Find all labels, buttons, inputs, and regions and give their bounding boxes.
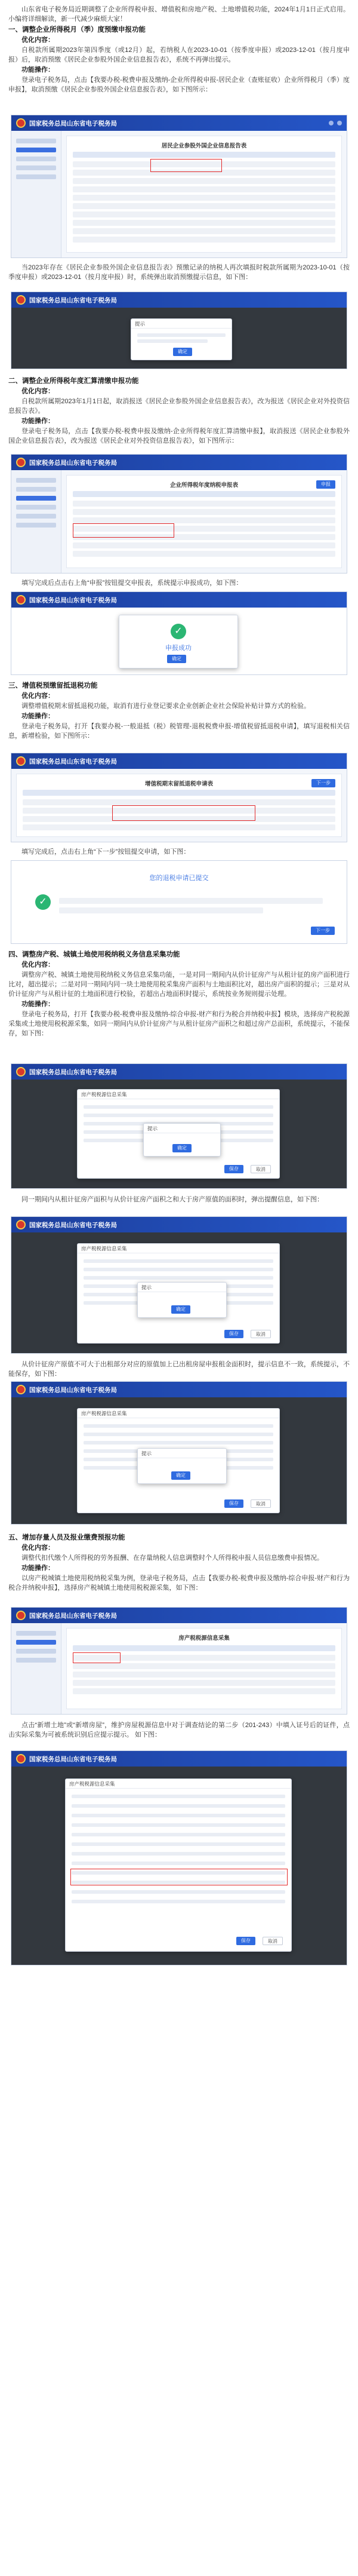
portal-header [11, 1217, 347, 1232]
section5-title: 五、增加存量人员及报业缴费预报功能 [8, 1534, 125, 1541]
dialog-text-line [137, 339, 208, 343]
table-header [73, 1645, 335, 1651]
submit-text: 您的退税申请已提交 [149, 875, 209, 882]
sidebar-item[interactable] [16, 139, 56, 143]
table-row [73, 195, 335, 201]
portal-header [11, 1382, 347, 1397]
section2-note [8, 578, 350, 588]
confirm-button[interactable]: 确定 [171, 1471, 190, 1480]
portal-header [11, 592, 347, 608]
form-line [72, 1842, 285, 1846]
form-title: 房产税税源信息采集 [178, 1635, 230, 1642]
portal-title: 国家税务总局山东省电子税务局 [29, 758, 117, 765]
tax-emblem-icon [16, 595, 26, 605]
next-button[interactable]: 下一步 [311, 927, 335, 935]
screenshot-5 [11, 753, 347, 842]
section3-op-heading: 功能操作： [21, 713, 54, 720]
portal-title: 国家税务总局山东省电子税务局 [29, 1386, 117, 1394]
cancel-button[interactable]: 取消 [263, 1937, 283, 1945]
section5-text [8, 1533, 350, 1593]
form-line [84, 1424, 273, 1428]
table-header [73, 491, 335, 497]
confirm-button[interactable]: 确定 [171, 1305, 190, 1314]
screenshot-1 [11, 115, 347, 258]
highlight-box [112, 805, 255, 821]
table-row [23, 824, 335, 830]
portal-header [11, 455, 347, 470]
sidebar-item[interactable] [16, 523, 56, 528]
screenshot-3 [11, 454, 347, 574]
dialog-title: 房产税税源信息采集 [78, 1090, 279, 1099]
portal-title: 国家税务总局山东省电子税务局 [29, 596, 117, 604]
screenshot-8 [11, 1216, 347, 1354]
warning-dialog [143, 1123, 221, 1157]
form-line [84, 1114, 273, 1117]
portal-title: 国家税务总局山东省电子税务局 [29, 1221, 117, 1229]
tax-emblem-icon [16, 458, 26, 467]
section1-title: 一、调整企业所得税月（季）度预缴申报功能 [8, 26, 146, 33]
sidebar-item[interactable] [16, 1631, 56, 1636]
screenshot-9 [11, 1381, 347, 1525]
section2-note-text: 填写完成后点击右上角“申报”按钮提交申报表，系统提示申报成功，如下图： [21, 579, 243, 587]
section2-op-heading: 功能操作： [21, 418, 54, 425]
section4-text [8, 950, 350, 1039]
table-row [73, 220, 335, 226]
tax-source-dialog [77, 1089, 280, 1179]
tax-source-dialog [77, 1408, 280, 1513]
table-header [73, 152, 335, 158]
section4-note1 [8, 1195, 350, 1205]
form-area [66, 475, 342, 568]
section1-note-text: 当2023年存在《居民企业参股外国企业信息报告表》预缴记录的纳税人再次填报时税款所属期为2023-10-01（按季度申报）或2023-12-01（按月度申报）时，系统弹出取消预缴提示信息，如下图： [8, 264, 350, 281]
portal-title: 国家税务总局山东省电子税务局 [29, 1068, 117, 1076]
section2-text [8, 376, 350, 446]
sidebar-item[interactable] [16, 505, 56, 510]
warning-dialog [137, 1282, 227, 1318]
portal-header [11, 753, 347, 769]
form-area [16, 774, 342, 837]
screenshot-7 [11, 1063, 347, 1189]
save-button[interactable]: 保存 [236, 1937, 255, 1945]
highlight-box [73, 1652, 121, 1663]
form-line [84, 1276, 273, 1280]
check-icon: ✓ [171, 624, 186, 639]
section2-op-text: 登录电子税务局，点击【我要办税-税费申报及缴纳-企业所得税年度汇算清缴申报】，取消报送《居民企业参股外国企业信息报告表》，改为报送《居民企业对外投资信息报告表》，如下图所示： [8, 428, 350, 444]
highlight-box [70, 1869, 288, 1885]
table-row [73, 178, 335, 184]
form-line [84, 1259, 273, 1263]
warning-title: 提示 [138, 1449, 226, 1458]
form-line [72, 1890, 285, 1894]
save-button[interactable]: 保存 [224, 1165, 243, 1173]
tax-emblem-icon [16, 1220, 26, 1229]
portal-header [11, 115, 347, 131]
tax-emblem-icon [16, 1611, 26, 1620]
form-line [72, 1795, 285, 1798]
screenshot-10 [11, 1607, 347, 1715]
submit-status [35, 894, 51, 910]
form-line [84, 1433, 273, 1436]
section1-note [8, 263, 350, 283]
status-line [59, 907, 263, 913]
sidebar-item[interactable] [16, 487, 56, 492]
sidebar-item[interactable] [16, 1658, 56, 1663]
section1-opt-text: 自税款所属期2023年第四季度（或12月）起，若纳税人在2023-10-01（按季度申报）或2023-12-01（按月度申报）后，取消预缴《居民企业参股外国企业信息报告表》，系统不再弹出提示。 [8, 47, 350, 63]
table-row [73, 203, 335, 209]
dialog-title: 房产税税源信息采集 [78, 1244, 279, 1253]
cancel-button[interactable]: 取消 [251, 1499, 271, 1508]
section3-note-text: 填写完成后，点击右上角“下一步”按钮提交申请，如下图： [21, 848, 190, 855]
sidebar [11, 470, 61, 573]
section5-note [8, 1721, 350, 1740]
portal-title: 国家税务总局山东省电子税务局 [29, 1612, 117, 1620]
tax-emblem-icon [16, 1385, 26, 1394]
confirm-button[interactable]: 确定 [173, 348, 192, 356]
warning-title: 提示 [138, 1283, 226, 1292]
section1-text [8, 25, 350, 95]
form-line [84, 1105, 273, 1109]
table-row [73, 237, 335, 243]
sidebar-item[interactable] [16, 174, 56, 179]
save-button[interactable]: 保存 [224, 1330, 243, 1338]
portal-title: 国家税务总局山东省电子税务局 [29, 459, 117, 467]
section5-opt-heading: 优化内容： [21, 1544, 54, 1551]
section2-opt-text: 自税款所属期2023年1月1日起，取消报送《居民企业参股外国企业信息报告表》，改为报送《居民企业对外投资信息报告表》。 [8, 398, 350, 415]
form-line [84, 1268, 273, 1271]
section5-opt-text: 调整代扣代缴个人所得税的劳务报酬、在存量纳税人信息调整时个人所得税申报人员信息缴费申报情况。 [21, 1554, 323, 1562]
portal-title: 国家税务总局山东省电子税务局 [29, 296, 117, 304]
portal-header [11, 292, 347, 308]
cancel-button[interactable]: 取消 [251, 1165, 271, 1173]
form-title: 增值税期末留抵退税申请表 [144, 781, 213, 787]
screenshot-11 [11, 1750, 347, 1965]
tax-emblem-icon [16, 756, 26, 766]
tax-emblem-icon [16, 1754, 26, 1764]
highlight-box [73, 523, 174, 538]
sidebar-item[interactable] [16, 165, 56, 170]
section5-op-heading: 功能操作： [21, 1565, 54, 1572]
table-row [73, 1672, 335, 1678]
portal-header [11, 1064, 347, 1080]
warning-title: 提示 [144, 1124, 220, 1133]
section3-note [8, 847, 350, 857]
table-row [73, 542, 335, 548]
sidebar [11, 131, 61, 257]
screenshot-4 [11, 591, 347, 675]
form-area [66, 1628, 342, 1709]
bell-icon[interactable] [337, 121, 342, 125]
declare-button[interactable]: 申报 [316, 480, 335, 489]
dialog-title: 提示 [131, 319, 232, 329]
form-area [66, 136, 342, 253]
save-button[interactable]: 保存 [224, 1499, 243, 1508]
confirm-button[interactable]: 确定 [172, 1144, 192, 1152]
section4-title: 四、调整房产税、城镇土地使用税纳税义务信息采集功能 [8, 951, 180, 958]
sidebar [11, 1623, 61, 1714]
section4-opt-heading: 优化内容： [21, 961, 54, 968]
section1-op-text: 登录电子税务局，点击【我要办税-税费申报及缴纳-企业所得税申报-居民企业（查账征收）企业所得税月（季）度申报】，取消预缴《居民企业参股外国企业信息报告表》，如下图所示： [8, 76, 350, 93]
table-row [73, 1663, 335, 1669]
prompt-dialog [131, 318, 232, 360]
section4-opt-text: 调整房产税、城镇土地使用税纳税义务信息采集功能，一是对同一期间内从价计征房产与从租计征的房产面积进行比对，超出提示；二是对同一期间内同一块土地使用税采集房产面积与土地面积比对，超出房产面积的提示；三是对从价计征房产与从租计征的土地面积进行校验，若超出占地面积时提示，系统按业务规则提示处理。 [8, 971, 350, 998]
section3-opt-text: 调整增值税期末留抵退税功能，取消有进行业登记要求企业创新企业社会保险补贴计算方式的检验。 [21, 703, 310, 710]
section3-op-text: 登录电子税务局，打开【我要办税-一般退抵（税）税管理-退税税费申报-增值税留抵退税申请】，填写退税相关信息，新增检验，如下图所示： [8, 723, 350, 740]
tax-emblem-icon [16, 1067, 26, 1077]
table-row [73, 228, 335, 234]
form-line [72, 1862, 285, 1865]
table-row [73, 1680, 335, 1686]
section2-opt-heading: 优化内容： [21, 388, 54, 395]
portal-title: 国家税务总局山东省电子税务局 [29, 119, 117, 127]
tax-emblem-icon [16, 295, 26, 305]
section5-note-text: 点击“新增土地”或“新增房屋”，维护房屋税源信息中对于调查结论的第二步（201-243）中填入证号后的证件，点击实际采集为可被系统识别后应提示提示。 如下图： [8, 1722, 350, 1738]
sidebar-item[interactable] [16, 478, 56, 483]
confirm-button[interactable]: 确定 [167, 655, 186, 663]
sidebar-item-active[interactable] [16, 1640, 56, 1645]
sidebar-item[interactable] [16, 157, 56, 161]
success-text: 申报成功 [165, 645, 192, 652]
screenshot-6 [11, 860, 347, 944]
section1-opt-heading: 优化内容： [21, 36, 54, 44]
form-line [72, 1823, 285, 1827]
status-line [59, 898, 323, 904]
section1-op-heading: 功能操作： [21, 66, 54, 73]
section2-title: 二、调整企业所得税年度汇算清缴申报功能 [8, 378, 139, 385]
section5-op-text: 以房产税城镇土地使用税纳税采集为例，登录电子税务局，点击【我要办税-税费申报及缴纳-综合申报-财产和行为税合并纳税申报】，选择房产税城镇土地使用税税源采集，如下图： [8, 1575, 350, 1591]
success-badge [119, 624, 237, 639]
check-icon: ✓ [35, 894, 51, 910]
section4-note2 [8, 1360, 350, 1379]
table-row [73, 211, 335, 217]
sidebar-item[interactable] [16, 514, 56, 519]
section4-op-text: 登录电子税务局，打开【我要办税-税费申报及缴纳-综合申报-财产和行为税合并纳税申报】模块，选择房产税税源采集或土地使用税税源采集，如同一期间内从价计征房产与从租计征房产面积之和超过房产总面积，系统提示，不能保存，如下图： [8, 1011, 350, 1037]
section4-note1-text: 同一期间内从租计征房产面积与从价计征房产面积之和大于房产原值的面积时，弹出提醒信息，如下图： [21, 1196, 323, 1203]
intro-text: 山东省电子税务局近期调整了企业所得税申报、增值税和房地产税、土地增值税功能，2024年1月1日正式启用。小编将详细解读，新一代减少麻烦大家！ [8, 6, 350, 23]
user-icon[interactable] [329, 121, 334, 125]
section4-note2-text: 从价计征房产原值不可大于出租部分对应的原值加上已出租房屋申报租金面积时，提示信息不一致，系统提示，不能保存，如下图： [8, 1361, 350, 1378]
portal-title: 国家税务总局山东省电子税务局 [29, 1755, 117, 1763]
dialog-title: 房产税税源信息采集 [66, 1779, 291, 1789]
warning-dialog [137, 1448, 227, 1484]
section3-text [8, 681, 350, 741]
next-button[interactable]: 下一步 [311, 779, 335, 787]
table-row [73, 551, 335, 557]
form-line [72, 1833, 285, 1836]
house-source-dialog [65, 1778, 292, 1952]
sidebar-item-active[interactable] [16, 496, 56, 501]
table-row [73, 509, 335, 515]
section3-title: 三、增值税预缴留抵退税功能 [8, 682, 98, 689]
dialog-title: 房产税税源信息采集 [78, 1409, 279, 1418]
cancel-button[interactable]: 取消 [251, 1330, 271, 1338]
form-line [72, 1852, 285, 1856]
tax-emblem-icon [16, 118, 26, 128]
form-title: 居民企业参股外国企业信息报告表 [161, 143, 247, 149]
sidebar-item[interactable] [16, 1649, 56, 1654]
table-row [23, 799, 335, 805]
screenshot-2 [11, 292, 347, 369]
table-row [73, 1688, 335, 1694]
form-line [72, 1900, 285, 1903]
portal-header [11, 1751, 347, 1767]
table-row [73, 517, 335, 523]
success-dialog [119, 615, 238, 668]
dialog-text-line [137, 333, 226, 337]
form-line [72, 1814, 285, 1817]
section4-op-heading: 功能操作： [21, 1001, 54, 1008]
portal-header [11, 1608, 347, 1623]
section3-opt-heading: 优化内容： [21, 692, 54, 700]
form-title: 企业所得税年度纳税申报表 [169, 482, 238, 489]
tax-source-dialog [77, 1243, 280, 1344]
intro-block [8, 5, 350, 24]
form-line [72, 1804, 285, 1808]
form-line [84, 1441, 273, 1445]
table-header [23, 790, 335, 796]
table-row [73, 501, 335, 507]
sidebar-item-active[interactable] [16, 148, 56, 152]
table-row [73, 186, 335, 192]
highlight-box [150, 159, 222, 172]
